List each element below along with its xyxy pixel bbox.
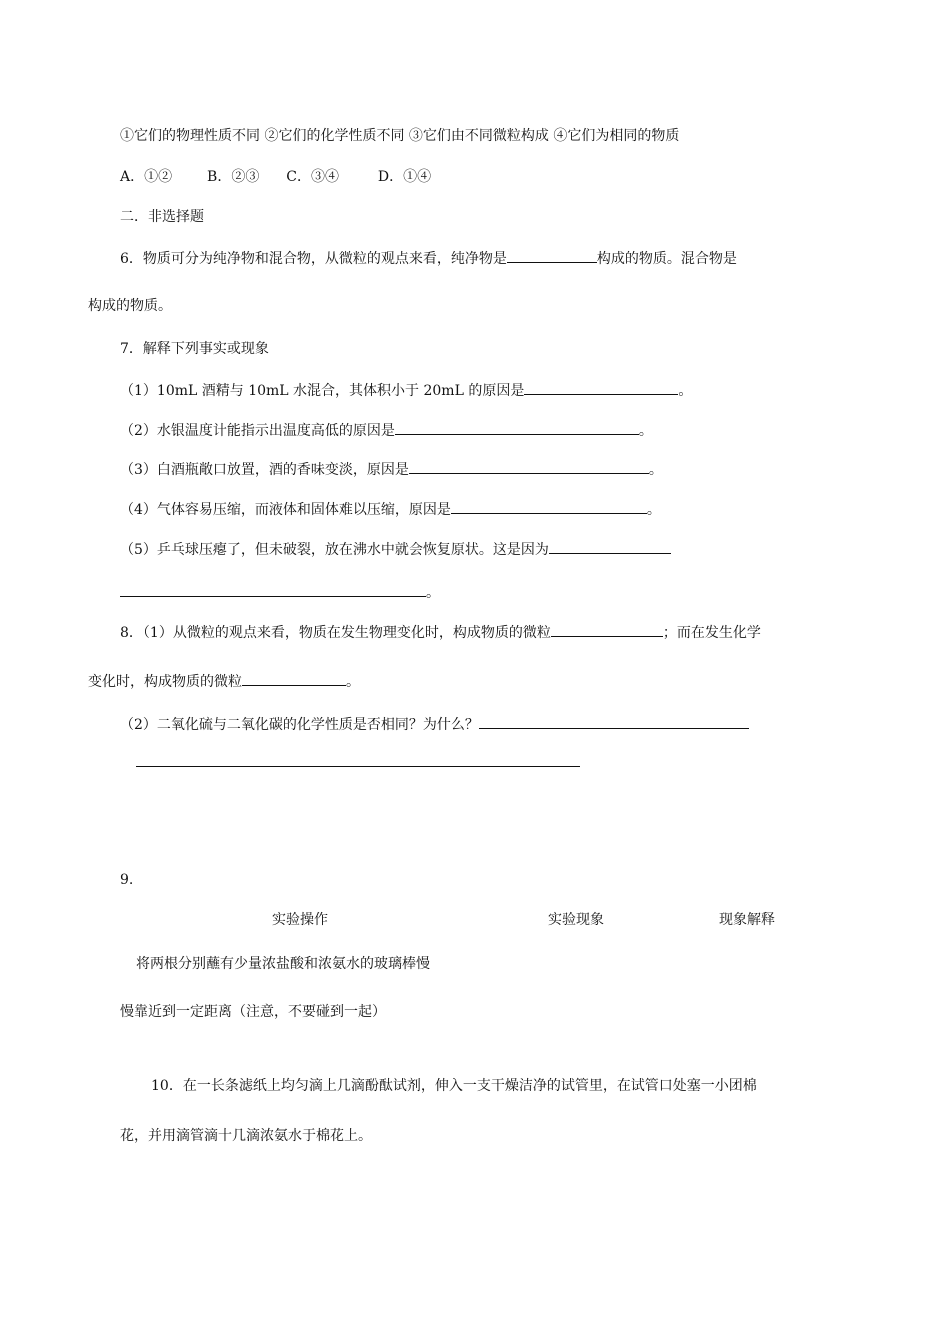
q5-option-d: D．①④ bbox=[377, 169, 432, 185]
q8-blank-1[interactable] bbox=[551, 622, 663, 637]
q8-blank-4[interactable] bbox=[136, 752, 580, 767]
q7-item-3-end: 。 bbox=[648, 462, 663, 478]
q7-item-5 bbox=[120, 539, 671, 560]
q9-operation-line1: 将两根分别蘸有少量浓盐酸和浓氨水的玻璃棒慢 bbox=[136, 956, 430, 972]
q7-item-5-end: 。 bbox=[426, 585, 440, 601]
q7-item-2 bbox=[120, 420, 653, 441]
q7-item-4-end: 。 bbox=[646, 502, 661, 518]
q6-line1 bbox=[120, 248, 737, 269]
q7-blank-2[interactable] bbox=[395, 420, 639, 435]
q7-blank-5a[interactable] bbox=[549, 539, 671, 554]
q7-item-1-end: 。 bbox=[678, 383, 693, 399]
q8-part2-text: （2）二氧化硫与二氧化碳的化学性质是否相同？为什么？ bbox=[120, 717, 479, 733]
q5-statements: ①它们的物理性质不同 ②它们的化学性质不同 ③它们由不同微粒构成 ④它们为相同的物质 bbox=[120, 128, 680, 144]
q7-item-3-text: （3）白酒瓶敞口放置，酒的香味变淡，原因是 bbox=[120, 462, 409, 478]
q9-operation-line2: 慢靠近到一定距离（注意，不要碰到一起） bbox=[120, 1004, 386, 1020]
q8-line1 bbox=[120, 622, 761, 643]
q6-line2: 构成的物质。 bbox=[88, 298, 172, 314]
section-title: 二．非选择题 bbox=[120, 209, 204, 225]
q8-text-b: ；而在发生化学 bbox=[662, 625, 761, 641]
q7-item-4-text: （4）气体容易压缩，而液体和固体难以压缩，原因是 bbox=[120, 502, 451, 518]
q6-text-b: 构成的物质。混合物是 bbox=[596, 251, 737, 267]
q5-option-c: C．③④ bbox=[286, 169, 339, 185]
q5-option-a: A．①② bbox=[120, 169, 173, 185]
q8-text-a: 8．（1）从微粒的观点来看，物质在发生物理变化时，构成物质的微粒 bbox=[120, 625, 551, 641]
q9-col-phenomenon: 实验现象 bbox=[548, 912, 604, 928]
q6-text-a: 6．物质可分为纯净物和混合物，从微粒的观点来看，纯净物是 bbox=[120, 251, 507, 267]
q7-blank-4[interactable] bbox=[451, 499, 647, 514]
q7-blank-5b[interactable] bbox=[120, 582, 426, 597]
q8-blank-3[interactable] bbox=[479, 714, 749, 729]
q5-option-b: B．②③ bbox=[207, 169, 260, 185]
q8-part2 bbox=[120, 714, 749, 735]
q7-item-4 bbox=[120, 499, 661, 520]
q7-item-2-end: 。 bbox=[638, 423, 653, 439]
q5-options bbox=[120, 167, 431, 187]
q7-item-3 bbox=[120, 459, 663, 480]
q9-col-operation: 实验操作 bbox=[272, 912, 328, 928]
q10-line1: 10．在一长条滤纸上均匀滴上几滴酚酞试剂，伸入一支干燥洁净的试管里，在试管口处塞一小团棉 bbox=[151, 1078, 757, 1094]
q8-line2 bbox=[88, 671, 360, 692]
q9-number: 9. bbox=[120, 872, 134, 888]
q7-item-5-cont bbox=[120, 582, 440, 603]
q6-blank-1[interactable] bbox=[507, 248, 597, 263]
q7-item-1 bbox=[120, 380, 692, 401]
q7-title: 7．解释下列事实或现象 bbox=[120, 341, 269, 357]
q10-line2: 花，并用滴管滴十几滴浓氨水于棉花上。 bbox=[120, 1128, 372, 1144]
q9-col-explanation: 现象解释 bbox=[719, 912, 775, 928]
q7-item-2-text: （2）水银温度计能指示出温度高低的原因是 bbox=[120, 423, 395, 439]
q8-blank-2[interactable] bbox=[242, 671, 346, 686]
q8-end: 。 bbox=[346, 674, 360, 690]
q7-item-1-text: （1）10mL 酒精与 10mL 水混合，其体积小于 20mL 的原因是 bbox=[120, 383, 525, 399]
q7-blank-3[interactable] bbox=[409, 459, 649, 474]
q7-blank-1[interactable] bbox=[524, 380, 678, 395]
q7-item-5-text: （5）乒乓球压瘪了，但未破裂，放在沸水中就会恢复原状。这是因为 bbox=[120, 542, 549, 558]
q8-part2-cont bbox=[136, 752, 580, 773]
q8-text-c: 变化时，构成物质的微粒 bbox=[88, 674, 242, 690]
